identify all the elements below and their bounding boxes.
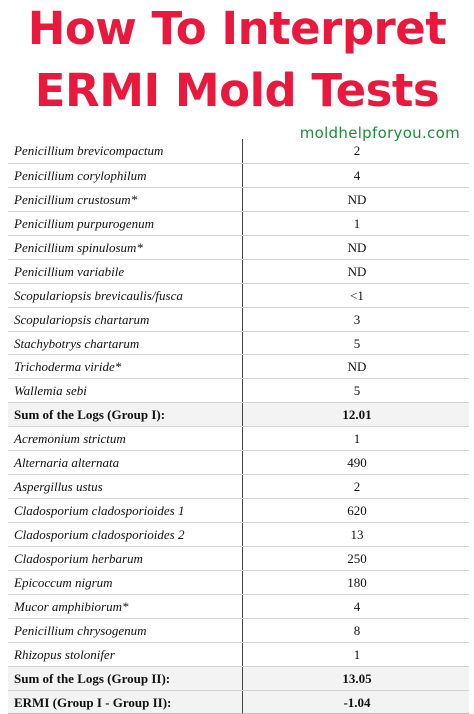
mold-count-value: -1.04 xyxy=(343,694,371,710)
mold-count-value: 5 xyxy=(353,335,361,351)
mold-count-value: ND xyxy=(347,359,367,375)
table-row xyxy=(8,450,469,474)
table-row xyxy=(8,618,469,642)
mold-species-name: Scopulariopsis brevicaulis/fusca xyxy=(14,287,183,303)
mold-species-name: Sum of the Logs (Group I): xyxy=(14,407,166,423)
table-row xyxy=(8,594,469,618)
mold-species-name: Penicillium crustosum* xyxy=(14,191,138,207)
mold-species-name: Alternaria alternata xyxy=(14,455,120,471)
website-watermark: moldhelpforyou.com xyxy=(299,124,460,142)
table-row xyxy=(8,331,469,355)
table-row xyxy=(8,139,469,163)
mold-count-value: 620 xyxy=(347,503,367,519)
mold-species-name: Penicillium chrysogenum xyxy=(14,622,147,638)
mold-count-value: ND xyxy=(347,239,367,255)
mold-count-value: 8 xyxy=(353,622,361,638)
mold-species-name: Sum of the Logs (Group II): xyxy=(14,670,171,686)
mold-species-name: Trichoderma viride* xyxy=(14,359,122,375)
mold-species-name: Cladosporium cladosporioides 2 xyxy=(14,527,185,542)
mold-count-value: 2 xyxy=(353,143,361,158)
mold-count-value: 1 xyxy=(353,646,361,662)
ermi-results-table xyxy=(8,139,469,714)
mold-count-value: <1 xyxy=(350,287,364,303)
mold-species-name: Acremonium strictum xyxy=(14,431,126,447)
mold-count-value: 1 xyxy=(353,431,361,447)
mold-species-name: Mucor amphibiorum* xyxy=(14,598,129,614)
mold-species-name: Penicillium brevicompactum xyxy=(14,143,164,158)
mold-species-name: Rhizopus stolonifer xyxy=(14,646,115,662)
mold-count-value: 490 xyxy=(347,455,367,471)
mold-species-name: Cladosporium herbarum xyxy=(14,550,143,566)
mold-count-value: 13.05 xyxy=(342,670,372,686)
mold-count-value: 180 xyxy=(347,574,367,590)
mold-count-value: ND xyxy=(347,191,367,207)
summary-row xyxy=(8,690,469,714)
mold-species-name: Scopulariopsis chartarum xyxy=(14,311,150,327)
mold-count-value: 4 xyxy=(353,167,361,183)
title-line-1: How To Interpret xyxy=(27,2,447,55)
table-row xyxy=(8,426,469,450)
mold-count-value: 12.01 xyxy=(342,407,372,423)
table-row xyxy=(8,546,469,570)
table-row xyxy=(8,211,469,235)
mold-count-value: 2 xyxy=(353,479,361,495)
table-row xyxy=(8,187,469,211)
mold-species-name: Stachybotrys chartarum xyxy=(14,335,140,351)
table-row xyxy=(8,307,469,331)
mold-species-name: Penicillium purpurogenum xyxy=(14,215,154,231)
mold-species-name: ERMI (Group I - Group II): xyxy=(14,694,172,710)
table-row xyxy=(8,642,469,666)
summary-row xyxy=(8,666,469,690)
mold-count-value: ND xyxy=(347,263,367,279)
table-row xyxy=(8,570,469,594)
mold-species-name: Penicillium variabile xyxy=(14,263,125,279)
mold-species-name: Wallemia sebi xyxy=(14,383,87,399)
mold-count-value: 1 xyxy=(353,215,361,231)
mold-species-name: Penicillium corylophilum xyxy=(14,167,147,183)
mold-count-value: 5 xyxy=(353,383,361,399)
mold-count-value: 13 xyxy=(350,527,364,542)
table-row xyxy=(8,235,469,259)
mold-count-value: 4 xyxy=(353,598,361,614)
mold-species-name: Penicillium spinulosum* xyxy=(14,239,143,255)
table-row xyxy=(8,163,469,187)
mold-species-name: Epicoccum nigrum xyxy=(14,574,113,590)
mold-count-value: 250 xyxy=(347,550,367,566)
mold-count-value: 3 xyxy=(353,311,361,327)
summary-row xyxy=(8,402,469,426)
table-row xyxy=(8,522,469,546)
table-row xyxy=(8,259,469,283)
title-line-2: ERMI Mold Tests xyxy=(34,64,440,117)
table-row xyxy=(8,283,469,307)
table-row xyxy=(8,474,469,498)
table-row xyxy=(8,378,469,402)
mold-species-name: Cladosporium cladosporioides 1 xyxy=(14,503,185,519)
mold-species-name: Aspergillus ustus xyxy=(14,479,103,495)
table-row xyxy=(8,354,469,378)
table-row xyxy=(8,498,469,522)
